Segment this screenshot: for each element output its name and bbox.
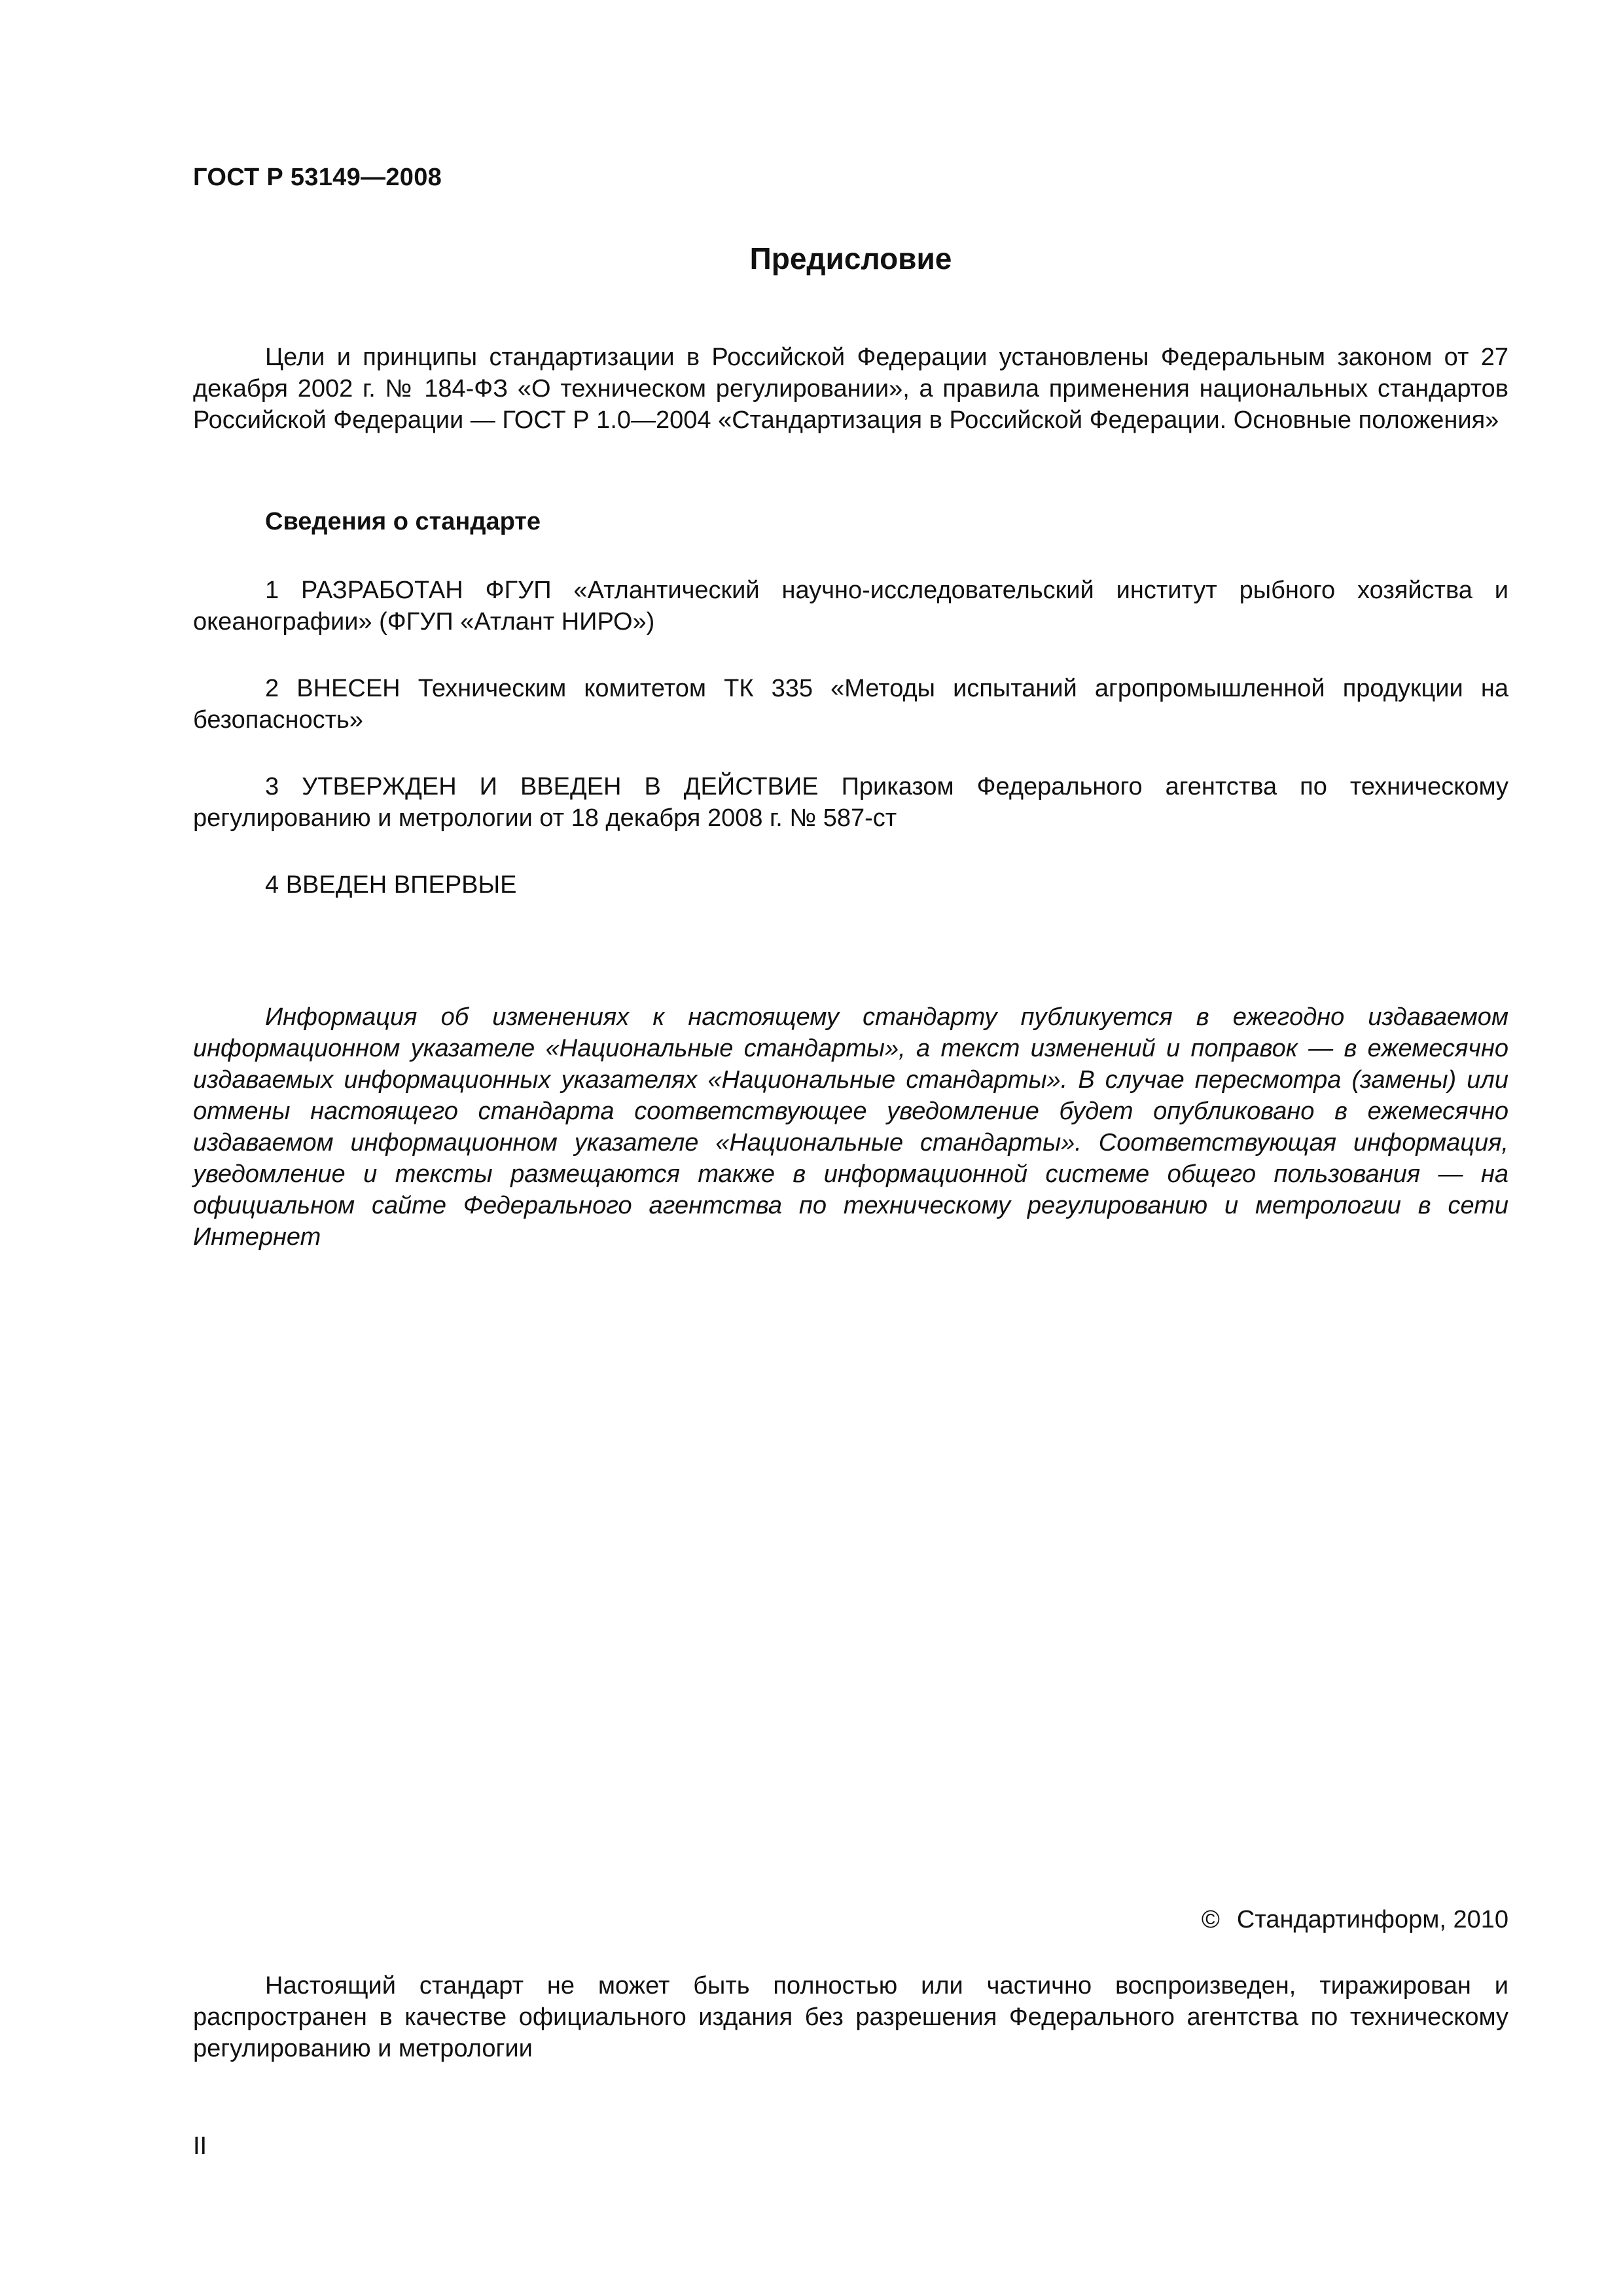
item-text: 2 ВНЕСЕН Техническим комитетом ТК 335 «Методы испытаний агропромышленной продукции на безопасность» <box>193 675 1508 734</box>
page-number: II <box>193 2132 207 2160</box>
notice-text: Информация об изменениях к настоящему стандарту публикуется в ежегодно издаваемом информационном указателе «Национальные стандарты», а текст изменений и поправок — в ежемесячно издаваемых информационных указателях «Национальные стандарты». В случае пересмотра (замены) или отмены настоящего стандарта соответствующее уведомление будет опубликовано в ежемесячно издаваемом информационном указателе «Национальные стандарты». Соответствующая информация, уведомление и тексты размещаются также в информационной системе общего пользования — на официальном сайте Федерального агентства по техническому регулированию и метрологии в сети Интернет <box>193 1003 1508 1251</box>
item-text: 1 РАЗРАБОТАН ФГУП «Атлантический научно-исследовательский институт рыбного хозяйства и океанографии» (ФГУП «Атлант НИРО») <box>193 577 1508 636</box>
changes-notice <box>193 1001 1508 1253</box>
page-title: Предисловие <box>749 242 952 276</box>
rights-paragraph <box>193 1970 1508 2064</box>
item-introduced <box>193 869 1508 901</box>
standard-info-heading: Сведения о стандарте <box>265 508 541 535</box>
item-submitted <box>193 673 1508 736</box>
item-text: 4 ВВЕДЕН ВПЕРВЫЕ <box>265 871 517 899</box>
item-approved <box>193 771 1508 834</box>
copyright-icon: © <box>1201 1906 1220 1933</box>
rights-text: Настоящий стандарт не может быть полностью или частично воспроизведен, тиражирован и распространен в качестве официального издания без разрешения Федерального агентства по техническому регулированию и метрологии <box>193 1972 1508 2062</box>
copyright-text: Стандартинформ, 2010 <box>1236 1906 1508 1933</box>
copyright-line <box>1202 1906 1508 1934</box>
intro-paragraph <box>193 342 1508 436</box>
item-text: 3 УТВЕРЖДЕН И ВВЕДЕН В ДЕЙСТВИЕ Приказом Федерального агентства по техническому регулированию и метрологии от 18 декабря 2008 г. № 587-ст <box>193 773 1508 832</box>
intro-text: Цели и принципы стандартизации в Российской Федерации установлены Федеральным законом от 27 декабря 2002 г. № 184-ФЗ «О техническом регулировании», а правила применения национальных стандартов Российской Федерации — ГОСТ Р 1.0—2004 «Стандартизация в Российской Федерации. Основные положения» <box>193 344 1508 434</box>
item-developed <box>193 575 1508 637</box>
document-code: ГОСТ Р 53149—2008 <box>193 164 442 191</box>
